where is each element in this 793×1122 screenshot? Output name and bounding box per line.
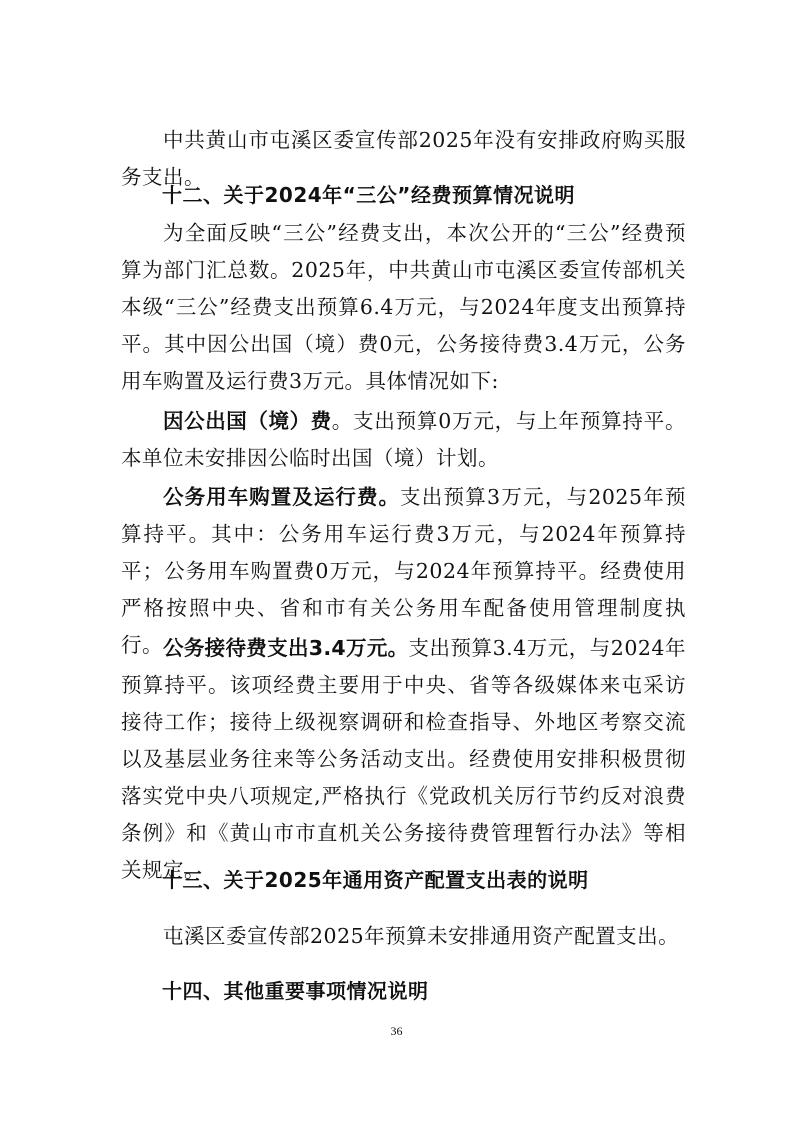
heading-section-13: 十三、关于2025年通用资产配置支出表的说明 (162, 868, 589, 892)
paragraph-three-public-overview: 为全面反映“三公”经费支出，本次公开的“三公”经费预算为部门汇总数。2025年，中共黄山市屯溪区委宣传部机关本级“三公”经费支出预算6.4万元，与2024年度支出预算持平。其中因公出国（境）费0元，公务接待费3.4万元，公务用车购置及运行费3万元。具体情况如下: (121, 221, 686, 393)
vehicle-expenses-text: 支出预算3万元，与2025年预算持平。其中：公务用车运行费3万元，与2024年预算持平；公务用车购置费0万元，与2024年预算持平。经费使用严格按照中央、省和市有关公务用车配备使用管理制度执行。 (121, 485, 686, 657)
paragraph-reception-expenses (121, 630, 686, 889)
heading-section-14: 十四、其他重要事项情况说明 (162, 979, 429, 1003)
paragraph-overseas-travel (121, 403, 686, 477)
paragraph-no-government-purchase: 中共黄山市屯溪区委宣传部2025年没有安排政府购买服务支出。 (121, 128, 686, 189)
overseas-travel-label: 因公出国（境）费 (163, 409, 332, 433)
page-number: 36 (390, 1024, 403, 1038)
reception-expenses-label: 公务接待费支出3.4万元。 (163, 636, 409, 660)
vehicle-expenses-label: 公务用车购置及运行费。 (163, 485, 401, 509)
paragraph-general-assets: 屯溪区委宣传部2025年预算未安排通用资产配置支出。 (163, 924, 680, 948)
heading-section-12: 十二、关于2024年“三公”经费预算情况说明 (162, 183, 575, 207)
reception-expenses-text: 支出预算3.4万元，与2024年预算持平。该项经费主要用于中央、省等各级媒体来屯采访接待工作；接待上级视察调研和检查指导、外地区考察交流以及基层业务往来等公务活动支出。经费使用安排积极贯彻落实党中央八项规定,严格执行《党政机关厉行节约反对浪费条例》和《黄山市市直机关公务接待费管理暂行办法》等相关规定。 (121, 636, 686, 882)
overseas-travel-text: 。支出预算0万元，与上年预算持平。本单位未安排因公临时出国（境）计划。 (121, 409, 686, 470)
